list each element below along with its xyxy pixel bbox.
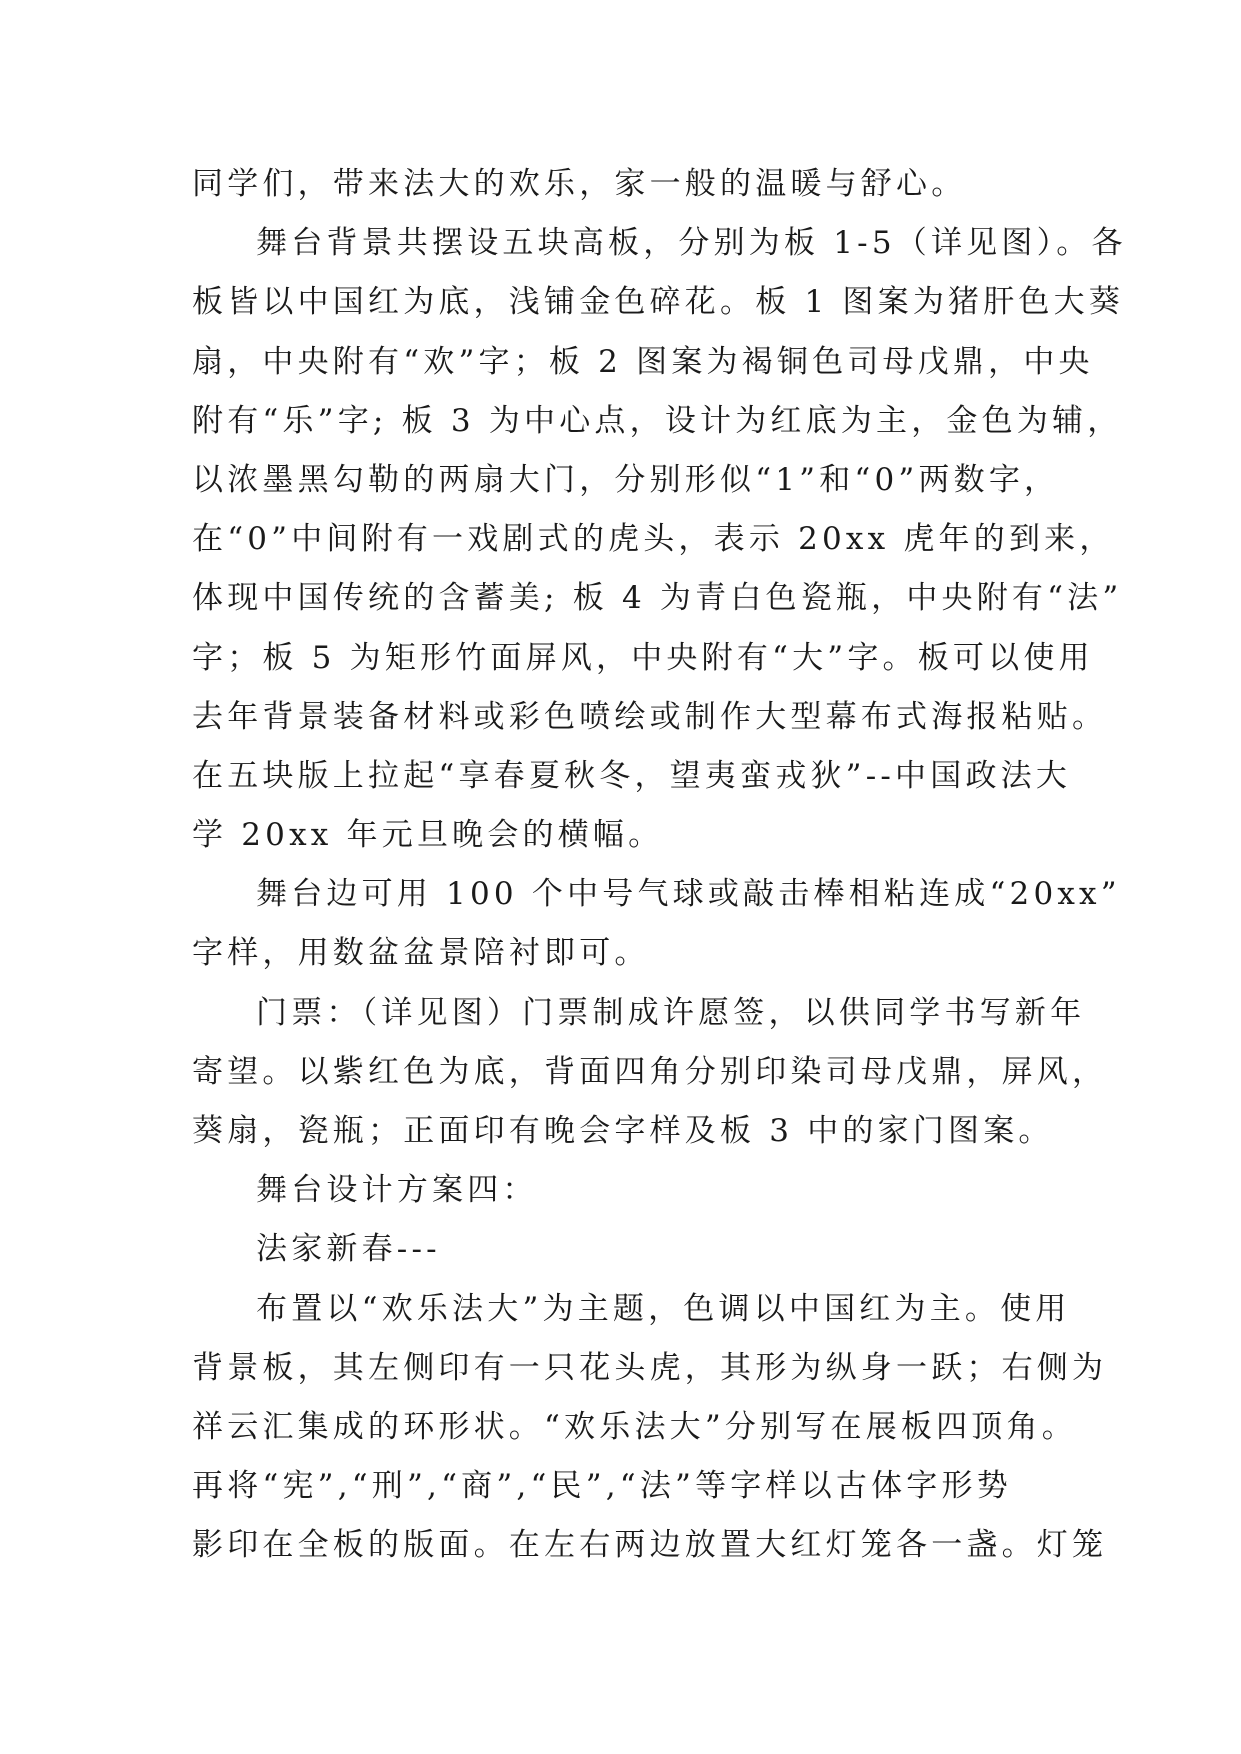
- text-line: 体现中国传统的含蓄美; 板 4 为青白色瓷瓶，中央附有“法”: [192, 580, 1123, 617]
- text-line: 扇，中央附有“欢”字；板 2 图案为褐铜色司母戊鼎，中央: [192, 343, 1094, 380]
- text-line: 门票：（详见图）门票制成许愿签，以供同学书写新年: [256, 994, 1086, 1031]
- text-line: 在“0”中间附有一戏剧式的虎头，表示 20xx 虎年的到来，: [192, 521, 1115, 558]
- section-subtitle: 法家新春---: [256, 1231, 441, 1268]
- text-line: 祥云汇集成的环形状。“欢乐法大”分别写在展板四顶角。: [192, 1408, 1077, 1445]
- text-line: 舞台背景共摆设五块高板，分别为板 1-5（详见图）。各: [256, 225, 1127, 262]
- text-line: 字样，用数盆盆景陪衬即可。: [192, 935, 650, 972]
- text-line: 同学们，带来法大的欢乐，家一般的温暖与舒心。: [192, 166, 967, 202]
- text-line: 在五块版上拉起“享春夏秋冬，望夷蛮戎狄”--中国政法大: [192, 757, 1072, 794]
- text-line: 板皆以中国红为底，浅铺金色碎花。板 1 图案为猪肝色大葵: [192, 284, 1125, 321]
- text-line: 葵扇，瓷瓶；正面印有晚会字样及板 3 中的家门图案。: [192, 1113, 1054, 1149]
- text-line: 去年背景装备材料或彩色喷绘或制作大型幕布式海报粘贴。: [192, 698, 1108, 735]
- text-line: 以浓墨黑勾勒的两扇大门，分别形似“1”和“0”两数字，: [192, 461, 1060, 498]
- text-line: 再将“宪”,“刑”,“商”,“民”,“法”等字样以古体字形势: [192, 1468, 1012, 1505]
- document-page: [192, 155, 1127, 1576]
- text-line: 字；板 5 为矩形竹面屏风，中央附有“大”字。板可以使用: [192, 639, 1094, 676]
- section-heading: 舞台设计方案四：: [256, 1172, 538, 1209]
- text-line: 布置以“欢乐法大”为主题，色调以中国红为主。使用: [256, 1290, 1071, 1327]
- text-line: 附有“乐”字; 板 3 为中心点，设计为红底为主，金色为辅，: [192, 402, 1123, 439]
- text-line: 背景板，其左侧印有一只花头虎，其形为纵身一跃；右侧为: [192, 1349, 1108, 1386]
- text-line: 学 20xx 年元旦晚会的横幅。: [192, 817, 664, 854]
- text-line: 影印在全板的版面。在左右两边放置大红灯笼各一盏。灯笼: [192, 1527, 1108, 1564]
- text-line: 寄望。以紫红色为底，背面四角分别印染司母戊鼎，屏风，: [192, 1053, 1108, 1090]
- text-line: 舞台边可用 100 个中号气球或敲击棒相粘连成“20xx”: [256, 876, 1121, 913]
